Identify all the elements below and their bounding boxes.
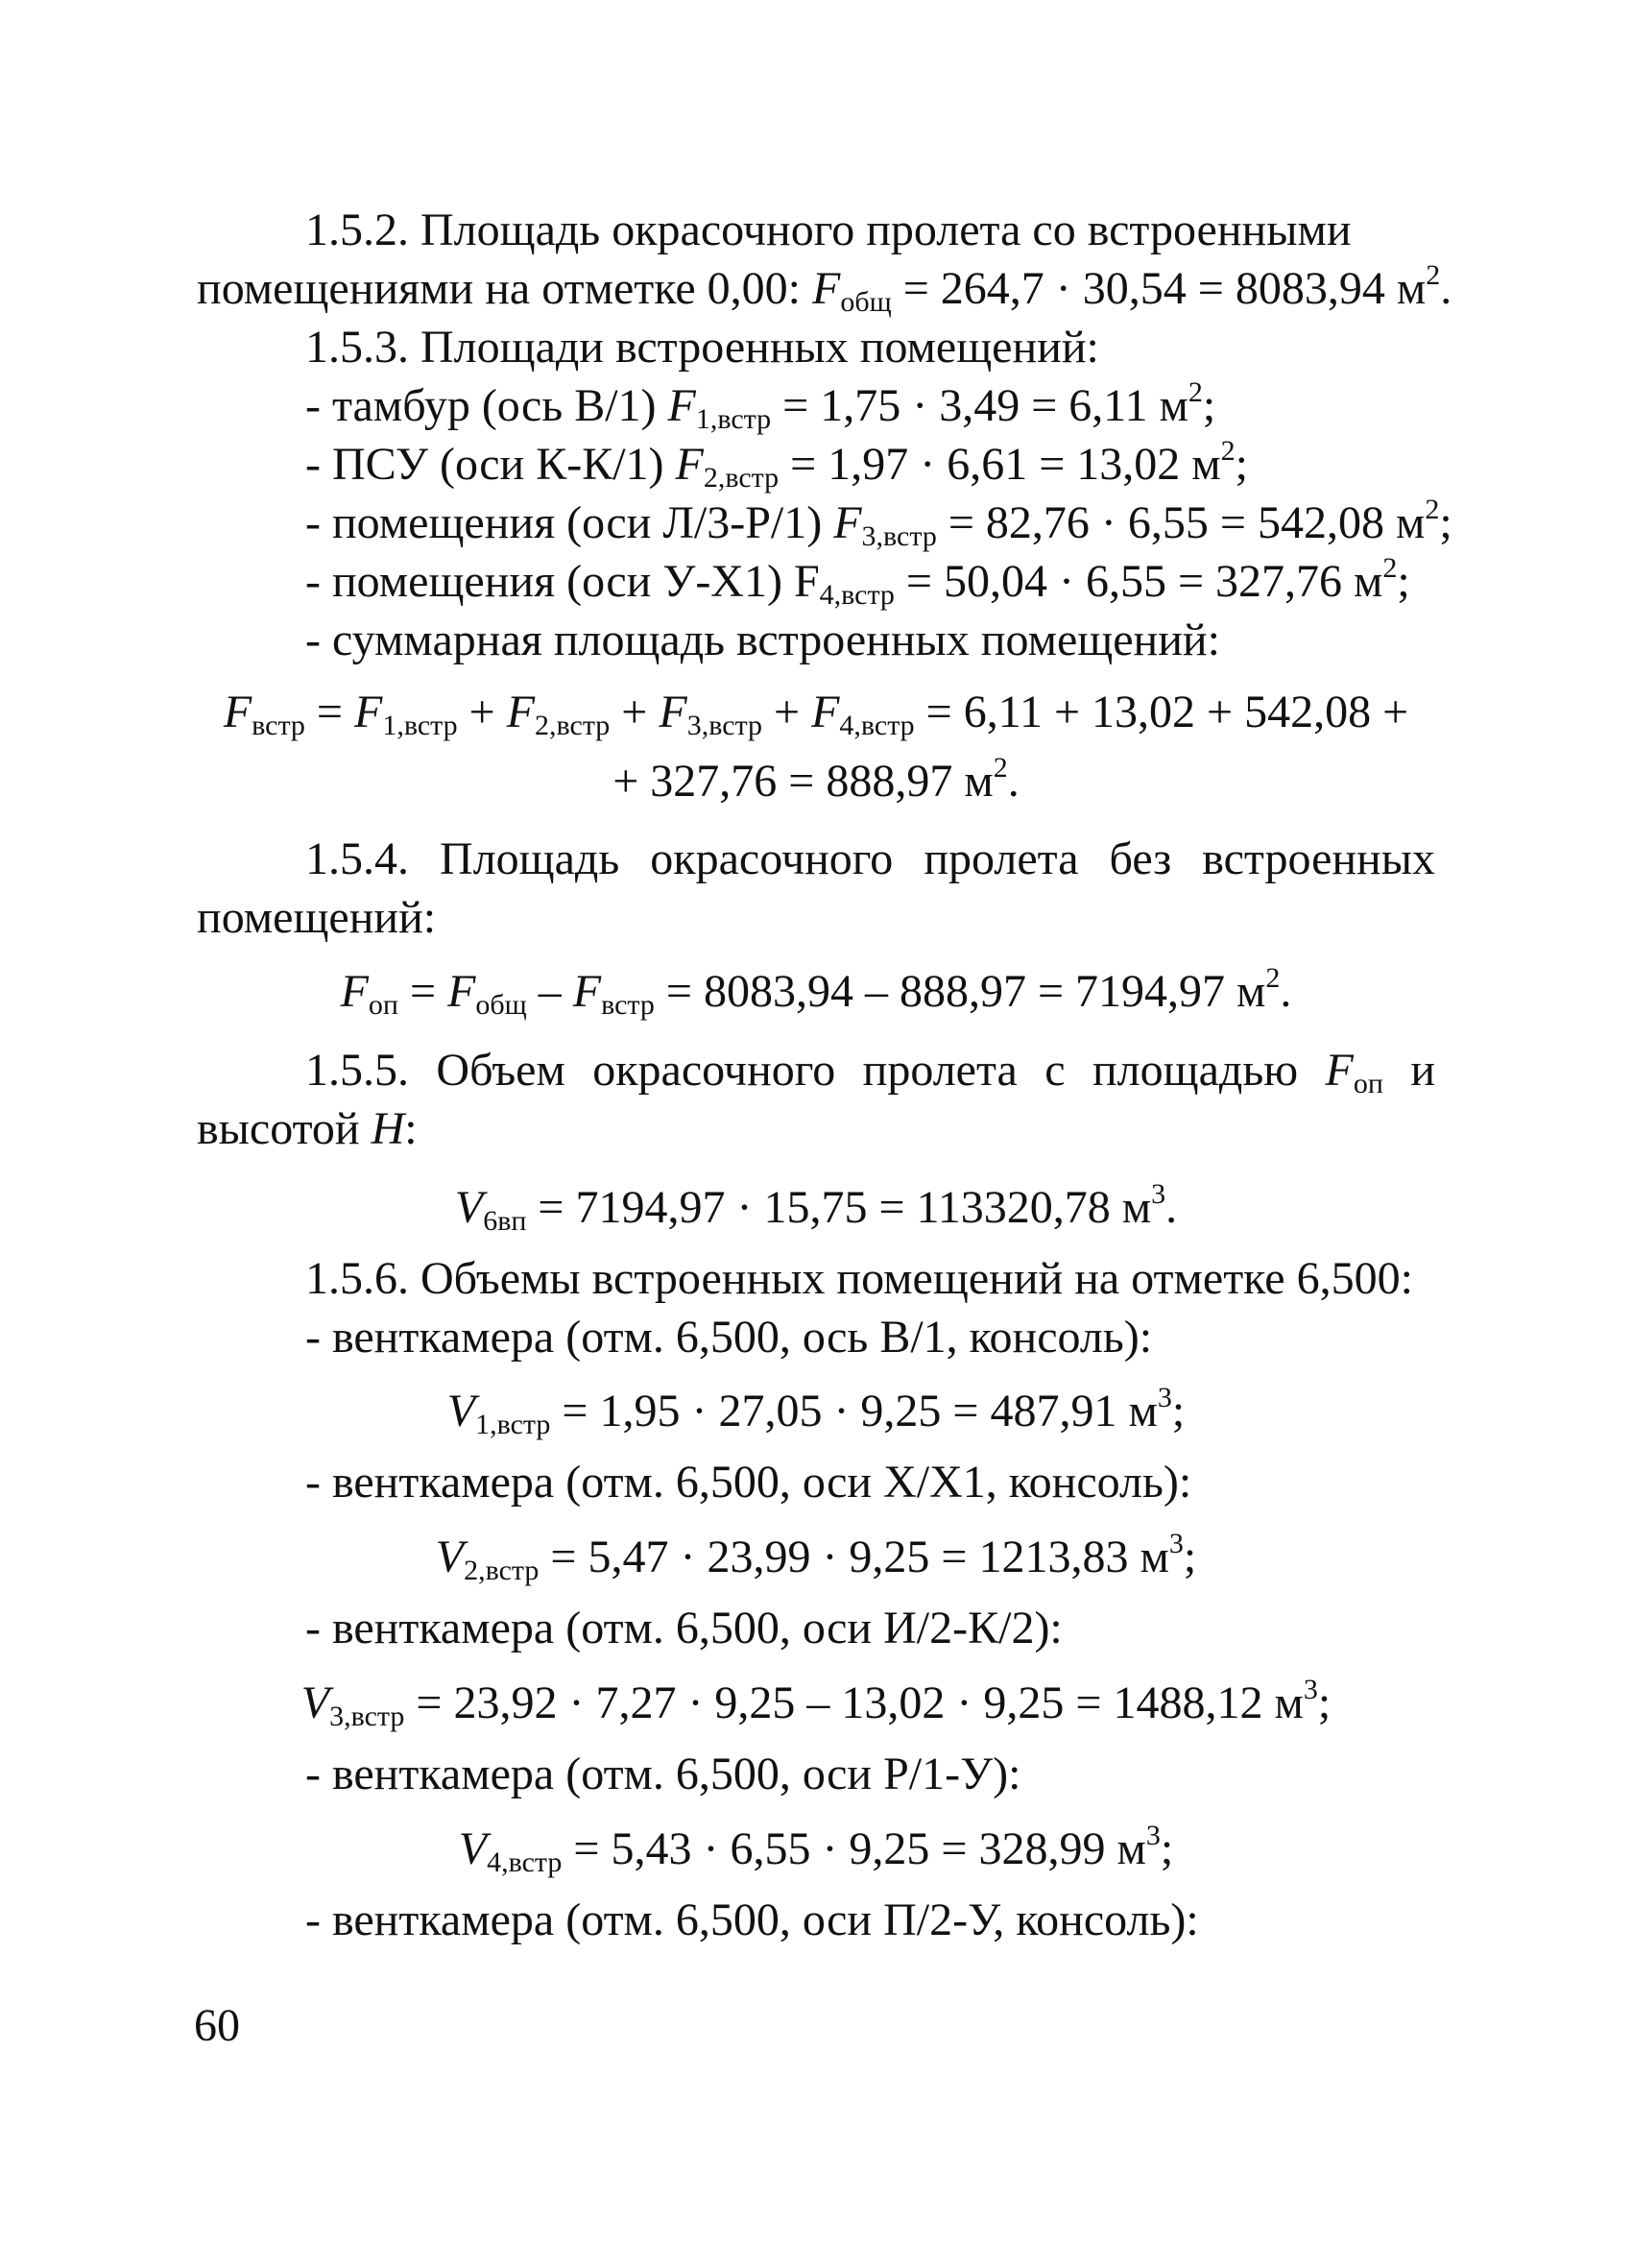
math-symbol: F xyxy=(572,966,602,1017)
subscript: 2,встр xyxy=(535,710,611,741)
text-run: - ПСУ (оси К-К/1) xyxy=(305,439,676,490)
subscript: общ xyxy=(840,286,892,318)
text-line xyxy=(305,1309,1152,1366)
text-run: - помещения (оси У-Х1) F xyxy=(305,556,820,607)
text-run: + 327,76 = 888,97 м xyxy=(612,756,994,807)
text-line xyxy=(197,259,1452,318)
text-line xyxy=(197,889,436,947)
text-run: помещениями на отметке 0,00: xyxy=(197,263,812,314)
text-run: = 6,11 + 13,02 + 542,08 + xyxy=(914,687,1409,737)
text-run: 1.5.6. Объемы встроенных помещений на отметке 6,500: xyxy=(305,1253,1413,1304)
text-run: . xyxy=(1165,1182,1178,1233)
text-run: . xyxy=(1280,966,1292,1017)
subscript: 3,встр xyxy=(686,710,762,741)
formula-line xyxy=(197,1179,1435,1237)
text-line xyxy=(305,612,1220,669)
text-run: - тамбур (ось В/1) xyxy=(305,380,668,431)
text-line xyxy=(305,553,1410,611)
text-run: и xyxy=(1382,1045,1435,1096)
formula-line xyxy=(197,963,1435,1021)
subscript: 1,встр xyxy=(475,1409,551,1440)
text-run: ; xyxy=(1317,1677,1332,1728)
text-run: - венткамера (отм. 6,500, оси Р/1-У): xyxy=(305,1749,1021,1799)
superscript: 3 xyxy=(1145,1820,1161,1851)
text-run: 1.5.4. Площадь окрасочного пролета без встроенных xyxy=(305,833,1435,884)
text-run: помещений: xyxy=(197,892,437,943)
text-run: 1.5.2. Площадь окрасочного пролета со встроенными xyxy=(305,205,1352,255)
math-symbol: F xyxy=(447,966,476,1017)
text-run: + xyxy=(457,687,507,737)
text-line xyxy=(305,319,1099,376)
text-line xyxy=(197,1100,418,1158)
text-run: - венткамера (отм. 6,500, оси И/2-К/2): xyxy=(305,1603,1063,1653)
subscript: 4,встр xyxy=(839,710,915,741)
formula-line xyxy=(197,1675,1435,1732)
text-run: = 264,7 · 30,54 = 8083,94 м xyxy=(891,263,1427,314)
subscript: оп xyxy=(1353,1068,1383,1099)
formula-line xyxy=(197,684,1435,741)
subscript: общ xyxy=(475,989,527,1021)
math-symbol: F xyxy=(506,687,536,737)
text-run: ; xyxy=(1202,380,1216,431)
text-run: = 5,47 · 23,99 · 9,25 = 1213,83 м xyxy=(539,1532,1169,1582)
formula-line xyxy=(197,1529,1435,1586)
math-symbol: F xyxy=(340,966,369,1017)
math-symbol: F xyxy=(354,687,383,737)
text-run: + xyxy=(610,687,660,737)
math-symbol: H xyxy=(371,1103,405,1154)
text-run: ; xyxy=(1397,556,1410,607)
text-run: : xyxy=(404,1103,418,1154)
superscript: 2 xyxy=(1220,435,1236,467)
text-run: ; xyxy=(1183,1532,1197,1582)
text-run: . xyxy=(1007,756,1020,807)
text-run: = xyxy=(397,966,448,1017)
subscript: 1,встр xyxy=(382,710,458,741)
superscript: 3 xyxy=(1151,1178,1166,1210)
math-symbol: F xyxy=(812,263,841,314)
math-symbol: F xyxy=(1325,1045,1354,1096)
text-line xyxy=(305,1454,1191,1511)
text-run: = 50,04 · 6,55 = 327,76 м xyxy=(894,556,1383,607)
formula-line xyxy=(197,1821,1435,1878)
text-run: – xyxy=(526,966,573,1017)
math-symbol: V xyxy=(435,1532,465,1582)
math-symbol: F xyxy=(811,687,840,737)
superscript: 2 xyxy=(1426,259,1441,291)
text-line xyxy=(305,202,1352,259)
math-symbol: F xyxy=(223,687,252,737)
subscript: 2,встр xyxy=(464,1555,540,1586)
text-run: - помещения (оси Л/3-Р/1) xyxy=(305,497,834,548)
superscript: 2 xyxy=(993,752,1008,784)
text-run: ; xyxy=(1171,1386,1186,1436)
page-number: 60 xyxy=(194,2000,240,2051)
subscript: 3,встр xyxy=(861,520,937,552)
math-symbol: F xyxy=(667,380,696,431)
formula-line xyxy=(197,1383,1435,1440)
text-line xyxy=(197,1042,1435,1099)
subscript: 6вп xyxy=(483,1205,527,1237)
superscript: 2 xyxy=(1265,962,1281,994)
text-run: = 1,95 · 27,05 · 9,25 = 487,91 м xyxy=(550,1386,1158,1436)
text-run: - венткамера (отм. 6,500, ось В/1, консоль): xyxy=(305,1312,1153,1363)
math-symbol: V xyxy=(300,1677,330,1728)
subscript: 4,встр xyxy=(819,579,895,611)
text-line xyxy=(305,436,1248,494)
text-run: = 1,97 · 6,61 = 13,02 м xyxy=(779,439,1221,490)
text-run: = 1,75 · 3,49 = 6,11 м xyxy=(771,380,1188,431)
text-run: 1.5.5. Объем окрасочного пролета с площадью xyxy=(305,1045,1326,1096)
formula-line xyxy=(197,753,1435,810)
superscript: 2 xyxy=(1188,376,1203,408)
text-line xyxy=(305,377,1215,435)
text-run: = 5,43 · 6,55 · 9,25 = 328,99 м xyxy=(562,1823,1146,1874)
text-line xyxy=(305,1600,1063,1657)
math-symbol: F xyxy=(675,439,704,490)
text-run: - суммарная площадь встроенных помещений: xyxy=(305,615,1220,665)
text-run: ; xyxy=(1235,439,1248,490)
text-run: ; xyxy=(1160,1823,1174,1874)
subscript: 4,встр xyxy=(487,1846,563,1878)
math-symbol: F xyxy=(833,497,862,548)
superscript: 3 xyxy=(1157,1382,1172,1413)
text-run: = 82,76 · 6,55 = 542,08 м xyxy=(936,497,1426,548)
text-run: - венткамера (отм. 6,500, оси Х/Х1, консоль): xyxy=(305,1457,1192,1508)
text-run: = xyxy=(304,687,354,737)
text-run: ; xyxy=(1439,497,1452,548)
math-symbol: V xyxy=(454,1182,484,1233)
math-symbol: F xyxy=(659,687,687,737)
math-symbol: V xyxy=(446,1386,476,1436)
text-run: + xyxy=(761,687,812,737)
text-run: 1.5.3. Площади встроенных помещений: xyxy=(305,322,1099,373)
subscript: встр xyxy=(252,710,305,741)
text-line xyxy=(305,1250,1413,1308)
superscript: 3 xyxy=(1168,1528,1184,1559)
subscript: 3,встр xyxy=(329,1701,405,1732)
superscript: 2 xyxy=(1425,494,1440,525)
subscript: оп xyxy=(368,989,398,1021)
text-run: . xyxy=(1440,263,1452,314)
text-run: высотой xyxy=(197,1103,372,1154)
subscript: встр xyxy=(601,989,655,1021)
text-run: = 8083,94 – 888,97 = 7194,97 м xyxy=(654,966,1266,1017)
superscript: 3 xyxy=(1303,1674,1318,1705)
subscript: 1,встр xyxy=(695,403,772,435)
text-line xyxy=(305,495,1452,552)
text-run: = 7194,97 · 15,75 = 113320,78 м xyxy=(526,1182,1152,1233)
subscript: 2,встр xyxy=(703,462,780,494)
text-run: = 23,92 · 7,27 · 9,25 – 13,02 · 9,25 = 1488,12 м xyxy=(404,1677,1304,1728)
text-line xyxy=(305,1746,1020,1803)
superscript: 2 xyxy=(1382,552,1398,584)
text-run: - венткамера (отм. 6,500, оси П/2-У, консоль): xyxy=(305,1894,1199,1945)
text-line xyxy=(305,1892,1199,1949)
text-line xyxy=(197,831,1435,888)
math-symbol: V xyxy=(458,1823,488,1874)
